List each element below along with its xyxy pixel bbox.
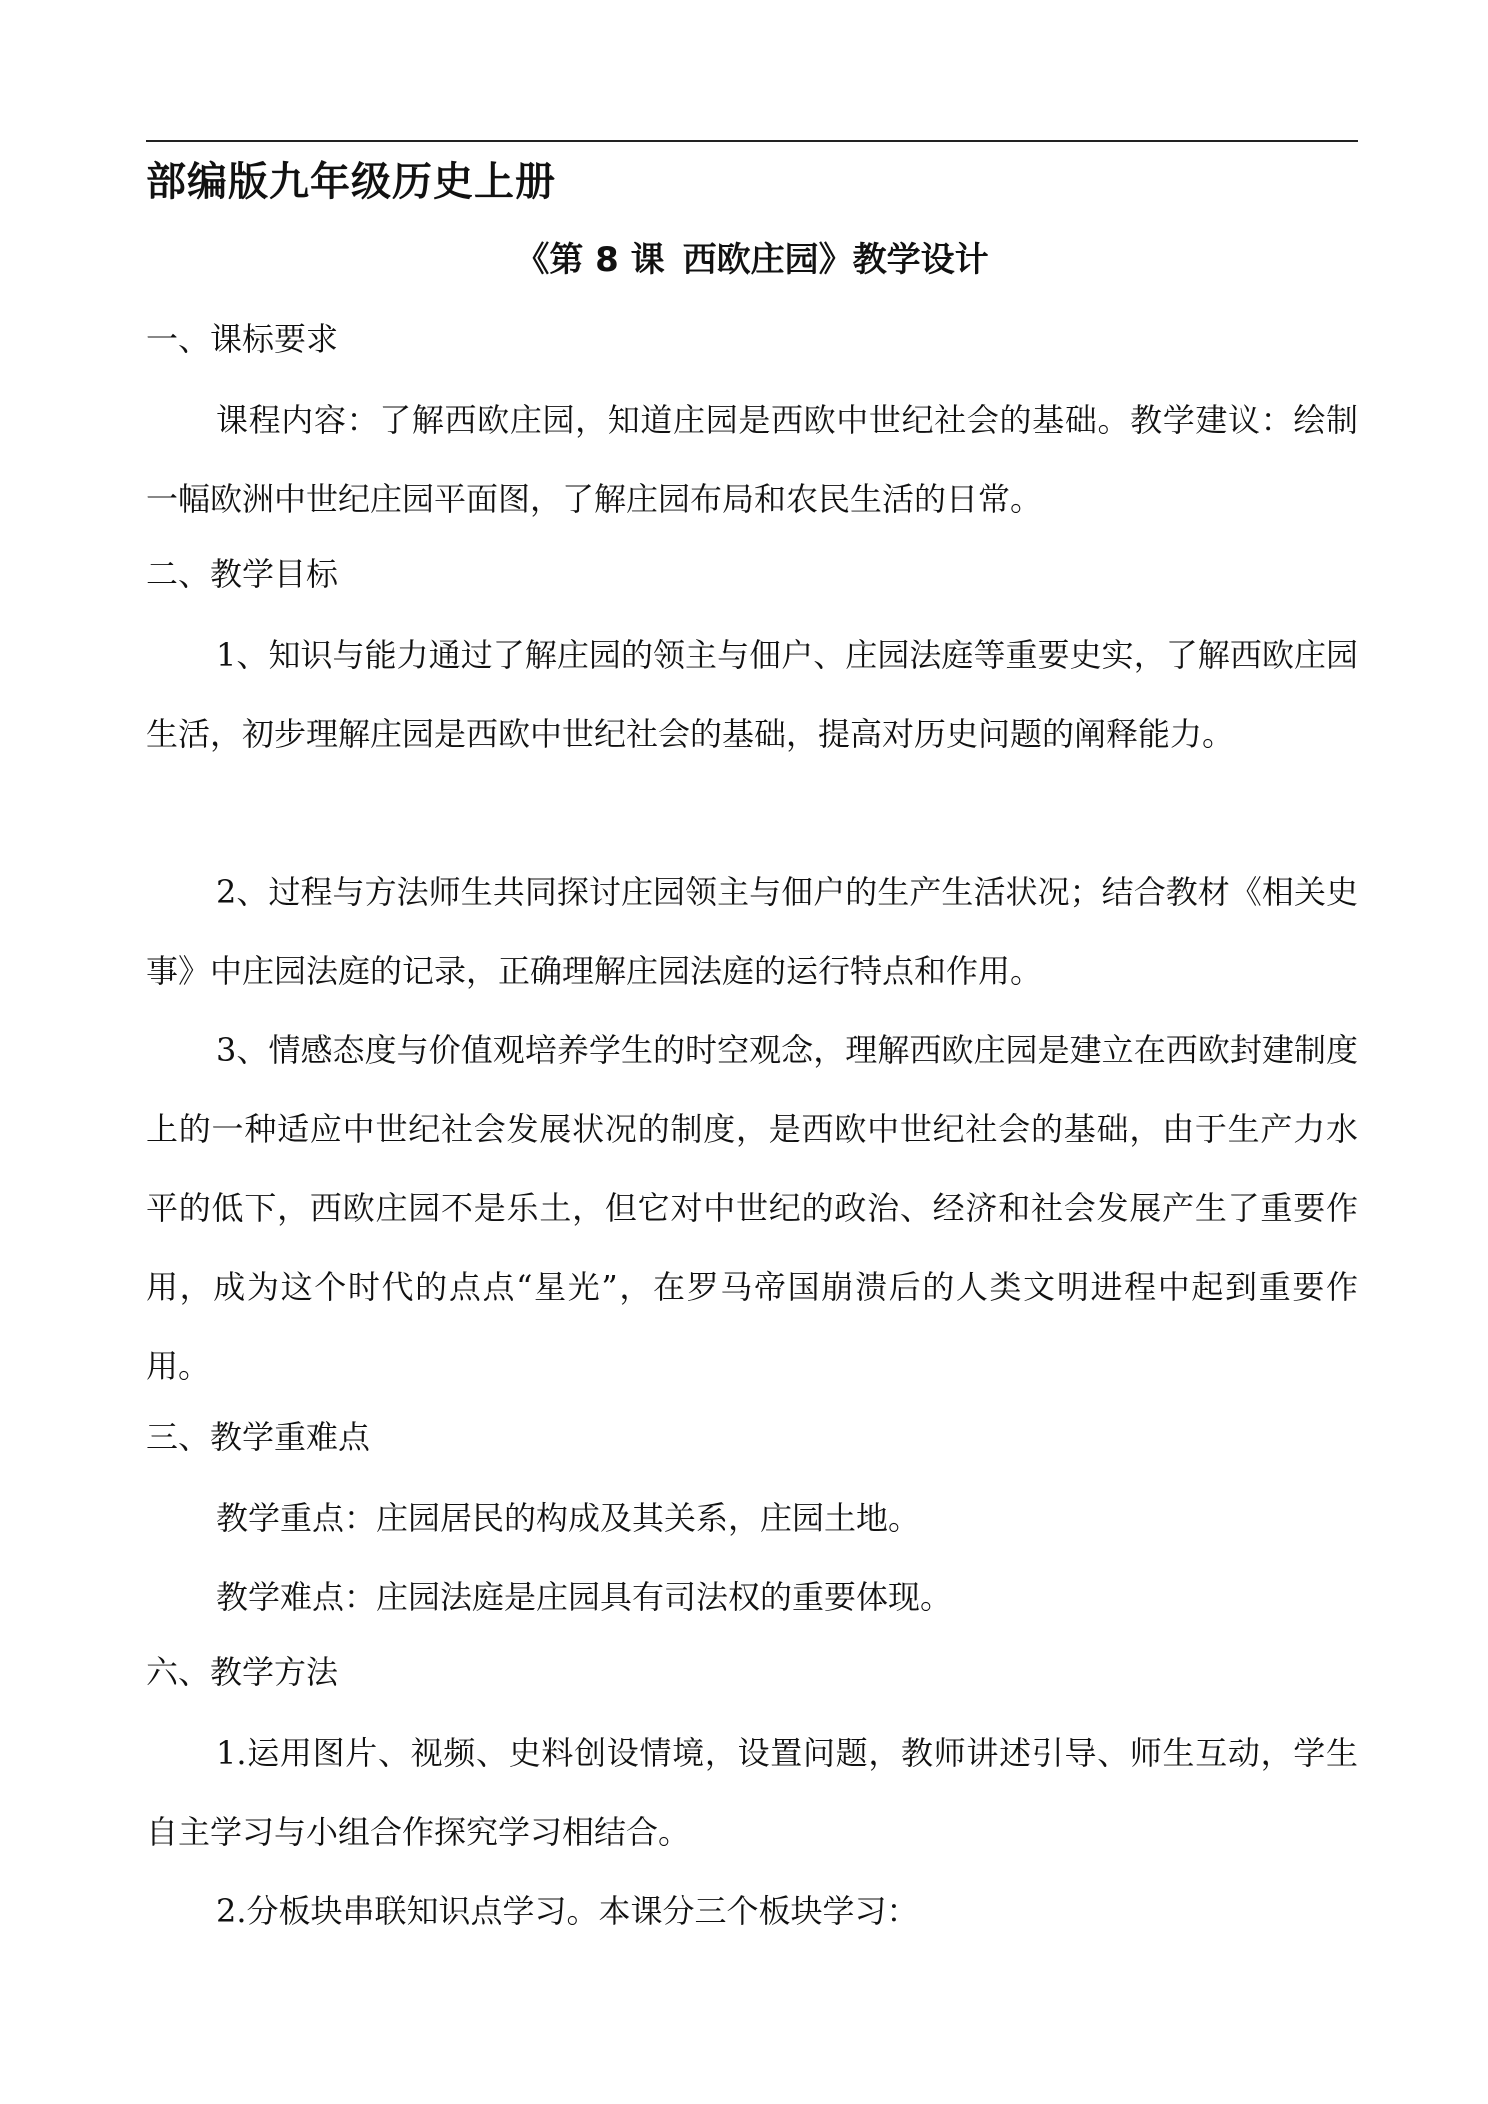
header-rule <box>146 140 1358 142</box>
section-heading-objectives: 二、教学目标 <box>146 555 339 593</box>
paragraph-difficult-point: 教学难点：庄园法庭是庄园具有司法权的重要体现。 <box>216 1578 953 1616</box>
paragraph-method-1: 1.运用图片、视频、史料创设情境，设置问题，教师讲述引导、师生互动，学生自主学习与小组合作探究学习相结合。 <box>146 1734 1358 1851</box>
paragraph-key-point: 教学重点：庄园居民的构成及其关系，庄园土地。 <box>216 1499 921 1537</box>
paragraph-objective-values: 3、情感态度与价值观培养学生的时空观念，理解西欧庄园是建立在西欧封建制度上的一种适应中世纪社会发展状况的制度，是西欧中世纪社会的基础，由于生产力水平的低下，西欧庄园不是乐土，但它对中世纪的政治、经济和社会发展产生了重要作用，成为这个时代的点点“星光”，在罗马帝国崩溃后的人类文明进程中起到重要作用。 <box>146 1031 1358 1385</box>
paragraph-method-2: 2.分板块串联知识点学习。本课分三个板块学习： <box>216 1892 919 1930</box>
series-title: 部编版九年级历史上册 <box>146 159 556 205</box>
lesson-title-suffix: 西欧庄园》教学设计 <box>682 240 989 280</box>
paragraph-curriculum-content: 课程内容：了解西欧庄园，知道庄园是西欧中世纪社会的基础。教学建议：绘制一幅欧洲中世纪庄园平面图，了解庄园布局和农民生活的日常。 <box>146 401 1358 518</box>
paragraph-objective-process: 2、过程与方法师生共同探讨庄园领主与佃户的生产生活状况；结合教材《相关史事》中庄园法庭的记录，正确理解庄园法庭的运行特点和作用。 <box>146 873 1358 990</box>
section-heading-methods: 六、教学方法 <box>146 1653 339 1691</box>
lesson-title <box>146 232 1358 288</box>
section-heading-curriculum: 一、课标要求 <box>146 320 339 358</box>
paragraph-objective-knowledge: 1、知识与能力通过了解庄园的领主与佃户、庄园法庭等重要史实，了解西欧庄园生活，初步理解庄园是西欧中世纪社会的基础，提高对历史问题的阐释能力。 <box>146 636 1358 753</box>
lesson-title-prefix: 《第 8 课 <box>515 240 665 280</box>
section-heading-key-points: 三、教学重难点 <box>146 1418 371 1456</box>
